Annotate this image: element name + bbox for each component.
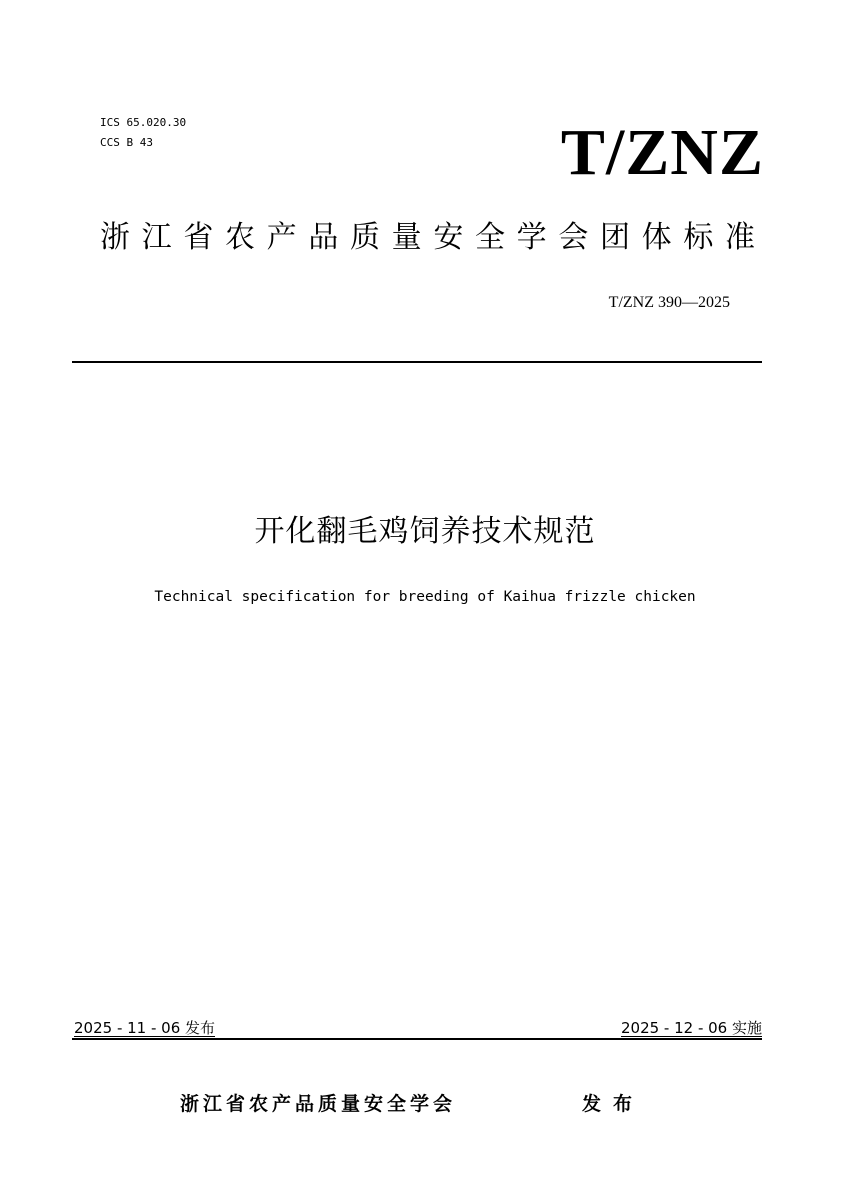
chinese-title: 开化翻毛鸡饲养技术规范 — [254, 514, 596, 549]
bottom-divider — [72, 1038, 762, 1040]
issue-label: 发布 — [582, 1093, 645, 1115]
standard-number: T/ZNZ 390—2025 — [608, 294, 730, 311]
top-divider — [72, 361, 762, 363]
publish-date: 2025 - 11 - 06 发布 — [74, 1019, 216, 1037]
publisher-name: 浙江省农产品质量安全学会 — [180, 1093, 457, 1115]
ccs-code: CCS B 43 — [100, 136, 153, 149]
ics-code: ICS 65.020.30 — [100, 116, 187, 129]
organization-title: 浙江省农产品质量安全学会团体标准 — [100, 220, 764, 255]
english-title: Technical specification for breeding of Kaihua frizzle chicken — [154, 589, 696, 605]
classification-codes — [100, 113, 186, 153]
implement-date: 2025 - 12 - 06 实施 — [620, 1019, 762, 1037]
standard-logo: T/ZNZ — [560, 116, 764, 189]
